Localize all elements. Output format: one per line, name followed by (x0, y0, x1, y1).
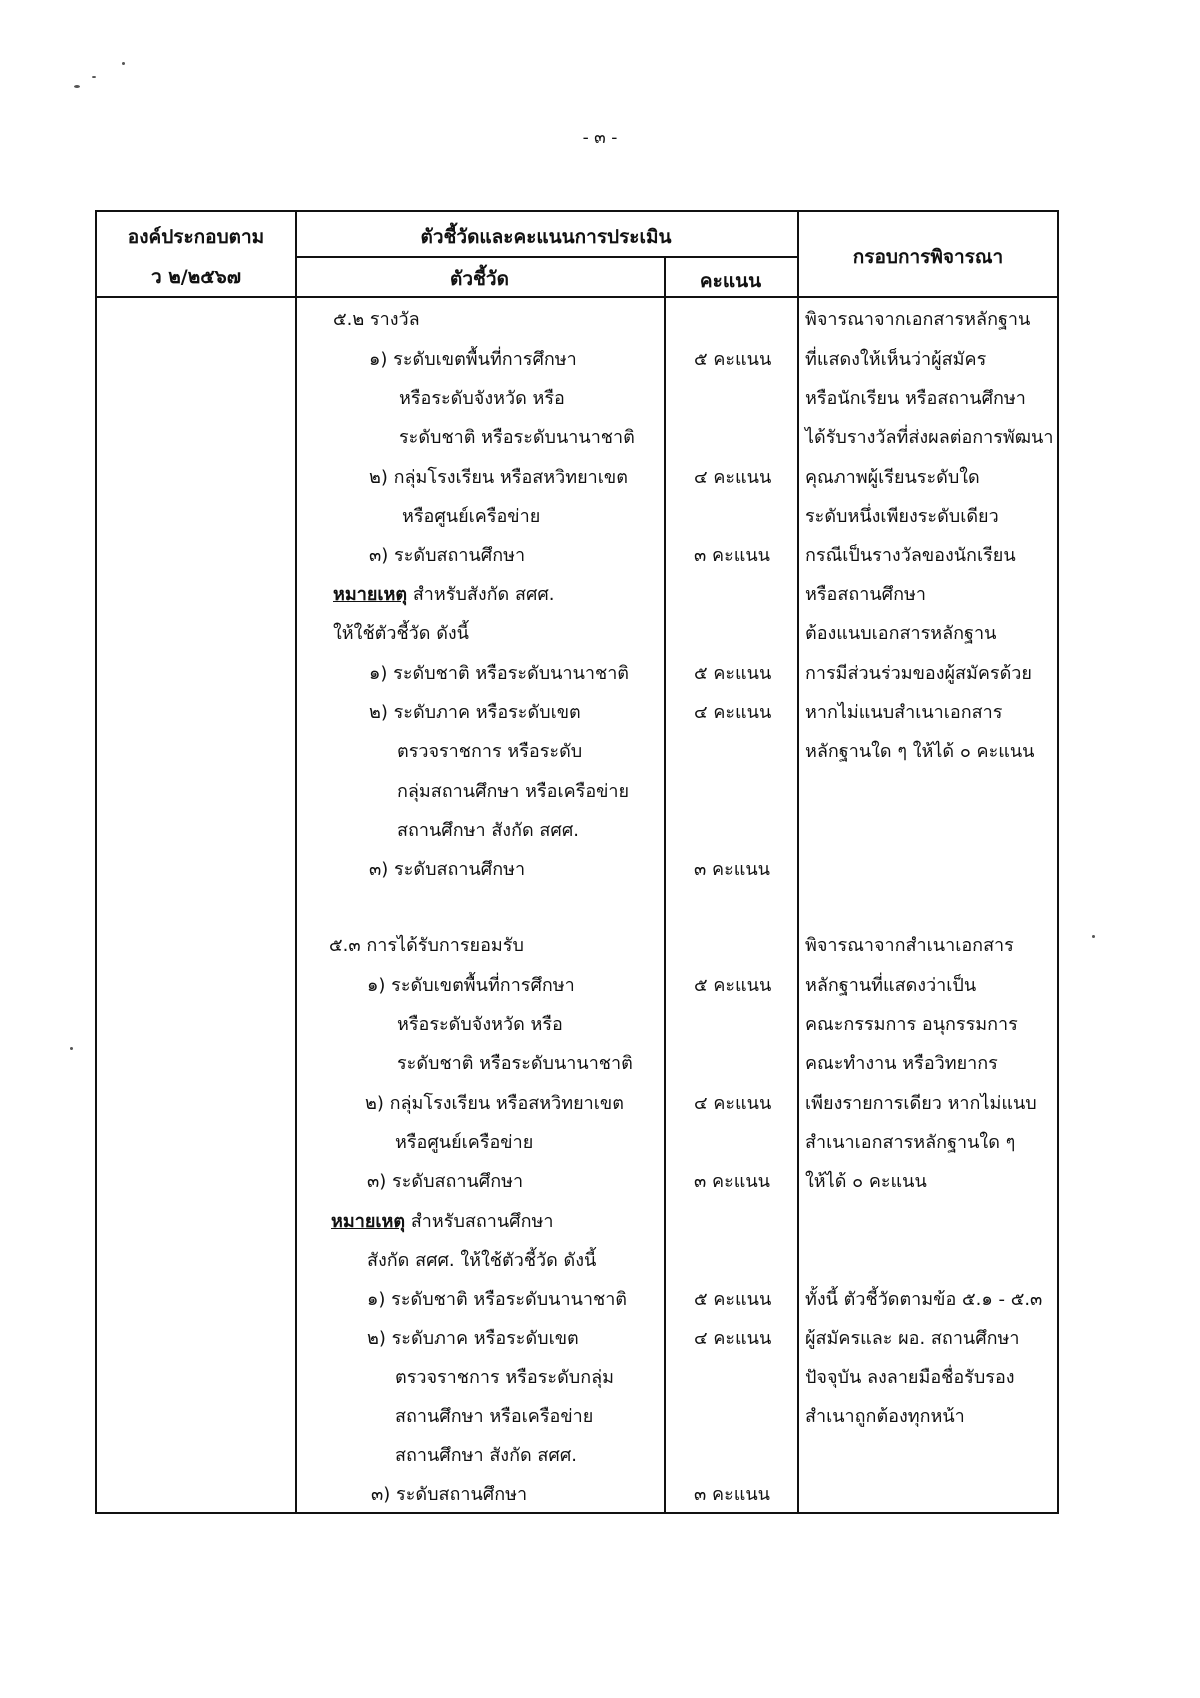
indicator-item: ๒) กลุ่มโรงเรียน หรือสหวิทยาเขต (369, 467, 628, 488)
indicator-item: ๑) ระดับเขตพื้นที่การศึกษา (369, 349, 577, 370)
indicator-item: ๒) กลุ่มโรงเรียน หรือสหวิทยาเขต (365, 1093, 624, 1114)
indicator-item-cont: หรือศูนย์เครือข่าย (402, 506, 541, 527)
scan-speck (1092, 935, 1095, 938)
score-value: ๕ คะแนน (694, 349, 772, 370)
header-score: คะแนน (699, 270, 762, 292)
criteria-line: พิจารณาจากเอกสารหลักฐาน (805, 309, 1031, 330)
header-indicator: ตัวชี้วัด (450, 268, 509, 290)
score-value: ๔ คะแนน (694, 1093, 772, 1114)
criteria-line: ให้ได้ ๐ คะแนน (805, 1171, 927, 1192)
indicator-item: ๑) ระดับชาติ หรือระดับนานาชาติ (369, 663, 629, 684)
criteria-line: สำเนาเอกสารหลักฐานใด ๆ (805, 1132, 1016, 1153)
indicator-item-cont: ตรวจราชการ หรือระดับ (397, 741, 583, 762)
note (331, 1210, 553, 1234)
indicator-item: ๑) ระดับเขตพื้นที่การศึกษา (367, 975, 575, 996)
score-value: ๔ คะแนน (694, 702, 772, 723)
header-component: องค์ประกอบตาม (127, 226, 265, 248)
note-text: สำหรับสังกัด สศศ. (407, 584, 555, 605)
score-value: ๕ คะแนน (694, 975, 772, 996)
indicator-item-cont: กลุ่มสถานศึกษา หรือเครือข่าย (397, 781, 630, 802)
col-divider-2 (664, 256, 666, 1512)
note-cont: ให้ใช้ตัวชี้วัด ดังนี้ (333, 623, 469, 644)
criteria-line: ทั้งนี้ ตัวชี้วัดตามข้อ ๕.๑ - ๕.๓ (805, 1289, 1043, 1310)
score-value: ๓ คะแนน (694, 545, 770, 566)
scan-speck (92, 76, 96, 78)
criteria-line: หลักฐานที่แสดงว่าเป็น (805, 975, 977, 996)
indicator-item-cont: สถานศึกษา สังกัด สศศ. (397, 820, 579, 841)
criteria-line: การมีส่วนร่วมของผู้สมัครด้วย (805, 663, 1032, 684)
criteria-line: สำเนาถูกต้องทุกหน้า (805, 1406, 965, 1427)
criteria-line: ต้องแนบเอกสารหลักฐาน (805, 623, 997, 644)
criteria-line: ได้รับรางวัลที่ส่งผลต่อการพัฒนา (805, 427, 1054, 448)
criteria-line: ผู้สมัครและ ผอ. สถานศึกษา (805, 1328, 1020, 1349)
score-value: ๔ คะแนน (694, 1328, 772, 1349)
evaluation-table (95, 210, 1059, 1514)
indicator-item-cont: ระดับชาติ หรือระดับนานาชาติ (397, 1053, 633, 1074)
indicator-item: ๑) ระดับชาติ หรือระดับนานาชาติ (367, 1289, 627, 1310)
indicator-item-cont: สถานศึกษา หรือเครือข่าย (395, 1406, 594, 1427)
indicator-item: ๓) ระดับสถานศึกษา (369, 859, 526, 880)
header-criteria: กรอบการพิจารณา (852, 246, 1004, 268)
col-divider-3 (797, 212, 799, 1512)
indicator-item-cont: สถานศึกษา สังกัด สศศ. (395, 1445, 577, 1466)
score-value: ๓ คะแนน (694, 1484, 770, 1505)
section-title: ๕.๒ รางวัล (333, 309, 420, 330)
indicator-item-cont: ตรวจราชการ หรือระดับกลุ่ม (395, 1367, 614, 1388)
criteria-line: ที่แสดงให้เห็นว่าผู้สมัคร (805, 349, 987, 370)
header-bottom-line-2 (295, 296, 797, 298)
indicator-item: ๓) ระดับสถานศึกษา (367, 1171, 524, 1192)
criteria-line: ปัจจุบัน ลงลายมือชื่อรับรอง (805, 1367, 1015, 1388)
indicator-item: ๒) ระดับภาค หรือระดับเขต (367, 1328, 579, 1349)
indicator-item-cont: หรือศูนย์เครือข่าย (395, 1132, 534, 1153)
scan-speck (70, 1047, 73, 1050)
note (333, 583, 555, 607)
score-value: ๕ คะแนน (694, 1289, 772, 1310)
criteria-line: ระดับหนึ่งเพียงระดับเดียว (805, 506, 999, 527)
indicator-item: ๒) ระดับภาค หรือระดับเขต (369, 702, 581, 723)
criteria-line: พิจารณาจากสำเนาเอกสาร (805, 935, 1014, 956)
col-divider-1 (295, 212, 297, 1512)
criteria-line: คณะทำงาน หรือวิทยากร (805, 1053, 998, 1074)
criteria-line: เพียงรายการเดียว หากไม่แนบ (805, 1093, 1037, 1114)
score-value: ๓ คะแนน (694, 859, 770, 880)
score-value: ๔ คะแนน (694, 467, 772, 488)
criteria-line: หลักฐานใด ๆ ให้ได้ ๐ คะแนน (805, 741, 1035, 762)
criteria-line: คณะกรรมการ อนุกรรมการ (805, 1014, 1018, 1035)
indicator-item-cont: ระดับชาติ หรือระดับนานาชาติ (399, 427, 635, 448)
scan-speck (74, 85, 80, 88)
section-title: ๕.๓ การได้รับการยอมรับ (329, 935, 524, 956)
indicator-item: ๓) ระดับสถานศึกษา (369, 545, 526, 566)
indicator-item-cont: หรือระดับจังหวัด หรือ (397, 1014, 563, 1035)
note-label: หมายเหตุ (333, 584, 408, 605)
criteria-line: กรณีเป็นรางวัลของนักเรียน (805, 545, 1016, 566)
criteria-line: หรือนักเรียน หรือสถานศึกษา (805, 388, 1026, 409)
header-indicator-group: ตัวชี้วัดและคะแนนการประเมิน (420, 226, 672, 248)
score-value: ๕ คะแนน (694, 663, 772, 684)
header-subdivider (295, 256, 797, 258)
criteria-line: คุณภาพผู้เรียนระดับใด (805, 467, 980, 488)
note-text: สำหรับสถานศึกษา (405, 1211, 554, 1232)
scan-speck (122, 62, 125, 65)
criteria-line: หรือสถานศึกษา (805, 584, 926, 605)
score-value: ๓ คะแนน (694, 1171, 770, 1192)
header-component-ref: ว ๒/๒๕๖๗ (151, 266, 241, 288)
header-bottom-line-3 (797, 296, 1059, 298)
indicator-item: ๓) ระดับสถานศึกษา (371, 1484, 528, 1505)
page-number: - ๓ - (582, 128, 618, 148)
note-cont: สังกัด สศศ. ให้ใช้ตัวชี้วัด ดังนี้ (367, 1250, 597, 1271)
criteria-line: หากไม่แนบสำเนาเอกสาร (805, 702, 1003, 723)
header-bottom-line (97, 296, 297, 298)
note-label: หมายเหตุ (331, 1211, 406, 1232)
indicator-item-cont: หรือระดับจังหวัด หรือ (399, 388, 565, 409)
